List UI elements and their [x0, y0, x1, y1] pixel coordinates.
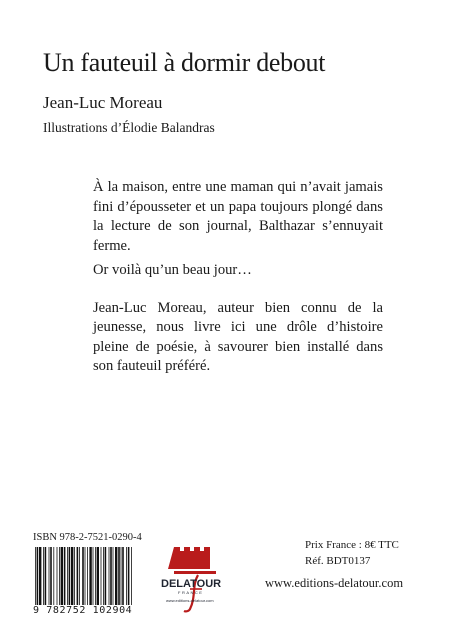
isbn-label: ISBN 978-2-7521-0290-4: [33, 532, 142, 543]
barcode-bar: [71, 547, 73, 605]
barcode-bar: [79, 547, 80, 605]
barcode-bar: [49, 547, 50, 605]
book-author: Jean-Luc Moreau: [43, 93, 163, 112]
logo-url: www.editions-delatour.com: [166, 598, 214, 603]
barcode-bar: [122, 547, 124, 605]
barcode-bar: [39, 547, 41, 605]
barcode-bar: [89, 547, 91, 605]
barcode-bar: [45, 547, 47, 605]
barcode-bar: [35, 547, 36, 605]
book-title: Un fauteuil à dormir debout: [43, 48, 326, 77]
barcode-bar: [77, 547, 79, 605]
barcode-bar: [67, 547, 68, 605]
barcode-bar: [97, 547, 99, 605]
price-label: Prix France : 8€ TTC: [305, 539, 399, 551]
barcode-bar: [64, 547, 66, 605]
reference-label: Réf. BDT0137: [305, 555, 371, 567]
barcode-bar: [131, 547, 132, 605]
barcode-bar: [50, 547, 52, 605]
barcode-digits: 9 782752 102904: [33, 605, 133, 616]
barcode-bar: [87, 547, 88, 605]
barcode-bar: [74, 547, 75, 605]
barcode-bar: [53, 547, 54, 605]
barcode-bar: [59, 547, 60, 605]
barcode-bar: [126, 547, 127, 605]
barcode-bar: [43, 547, 44, 605]
barcode-bar: [118, 547, 120, 605]
barcode-bar: [85, 547, 86, 605]
barcode-bar: [61, 547, 63, 605]
back-cover-blurb: [93, 178, 383, 377]
barcode-bar: [37, 547, 39, 605]
publisher-logo: [160, 545, 222, 613]
barcode-bar: [95, 547, 96, 605]
barcode-bar: [110, 547, 112, 605]
barcode-bar: [115, 547, 117, 605]
barcode-icon: [33, 547, 147, 605]
barcode-bar: [113, 547, 114, 605]
barcode-bar: [105, 547, 107, 605]
barcode-bar: [121, 547, 122, 605]
blurb-paragraph: Jean-Luc Moreau, auteur bien connu de la jeunesse, nous livre ici une drôle d’histoire pleine de poésie, à savourer bien installé dans son fauteuil préféré.: [93, 299, 383, 374]
publisher-website: www.editions-delatour.com: [265, 576, 404, 590]
barcode-bar: [82, 547, 84, 605]
blurb-paragraph: À la maison, entre une maman qui n’avait jamais fini d’épousseter et un papa toujours plongé dans la lecture de son journal, Balthazar s’ennuyait ferme.: [93, 179, 383, 254]
barcode-bar: [93, 547, 94, 605]
barcode-bar: [103, 547, 104, 605]
barcode-bar: [128, 547, 130, 605]
barcode-bar: [57, 547, 58, 605]
publisher-info: [265, 537, 443, 591]
logo-country: FRANCE: [178, 590, 204, 595]
blurb-paragraph: Or voilà qu’un beau jour…: [93, 262, 252, 278]
book-illustrator: Illustrations d’Élodie Balandras: [43, 120, 215, 135]
barcode-bar: [101, 547, 102, 605]
logo-name: DELATOUR: [161, 578, 222, 590]
barcode-bar: [109, 547, 110, 605]
barcode-bar: [69, 547, 71, 605]
tower-f-icon: [160, 545, 222, 613]
